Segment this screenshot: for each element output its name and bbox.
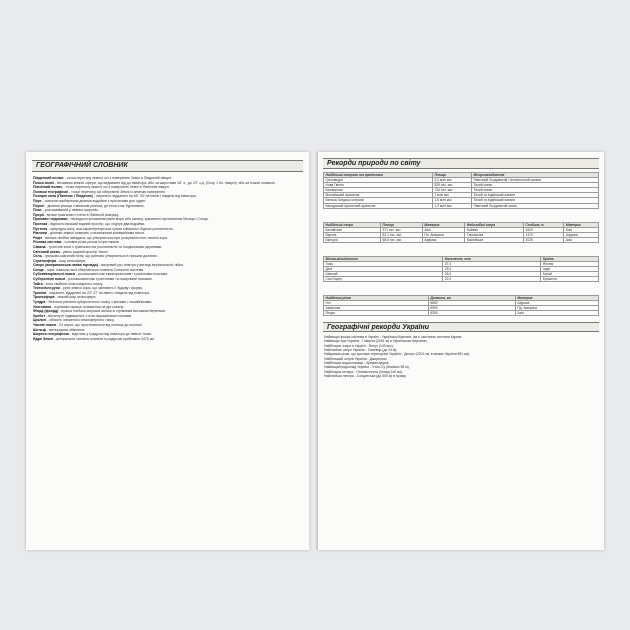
table-cell: Шанхай [324,272,443,277]
ukraine-records-body [324,335,598,378]
table-cell: Канадський Арктичний архіпелаг [324,203,433,208]
dictionary-definition: - порівняно вузьке пониження на дні океану. [51,304,124,309]
table-cell: 6300 [428,311,515,316]
dictionary-definition: - розташовані між тропічними та помірними поясами. [65,277,153,282]
table-cell: Північний Льодовитий океан [472,203,599,208]
islands-table [323,172,599,209]
dictionary-term: Рифт [33,235,43,240]
dictionary-definition: - великими земної сфери, що видовжені від до екватора, або за широтами 16° з., до 23° з.д. (Сезу, 1 бо. півкулі), або за іншою ознакою. [54,180,276,185]
dictionary-definition: - рухи земної кори, що змінюють її будову і форму. [59,286,143,291]
dictionary-title: ГЕОГРАФІЧНИЙ СЛОВНИК [32,160,303,172]
table-cell: 6852 [428,301,515,306]
table-cell: Амазонка [324,306,429,311]
dictionary-term: Рівнини [33,231,47,236]
dictionary-term: Тундра [33,300,46,305]
dictionary-term: Ядро Землі [33,336,53,341]
dictionary-definition: - точки перетину осі обертання Землі із земною поверхнею. [68,189,166,194]
table-cell: 6992 [428,306,515,311]
dictionary-definition: - паралелі, віддалені на 23° 27' на північ і південь від екватора. [46,290,150,295]
dictionary-term: Тайга [33,281,43,286]
table-header-cell: Місцезнаходження [472,173,599,178]
table-cell: 22,0 [443,277,541,282]
dictionary-term: Порогі [33,203,45,208]
dictionary-term: Циклон [33,318,46,323]
ukraine-record-paragraph: Найглибша печера - Солдатська (до 500 м) в Криму. [324,374,407,379]
rivers-table [323,295,599,316]
dictionary-definition: - розташований у певних широтах. [41,208,99,213]
table-cell: Токіо [324,262,443,267]
ukraine-record-paragraph: Найглибше озеро України - Синевир (до 24 м). [324,348,398,353]
dictionary-term: Субтропічні пояси [33,277,66,282]
dictionary-term: Смерч (американська назва торнадо) [33,263,99,268]
table-cell: Японія [541,262,599,267]
table-header-cell: Найбільші озера [324,223,381,228]
ukraine-record-paragraph: Найдовша річка, що протікає територією України - Дніпро (2201 км, в межах України 981 км). [324,352,471,357]
table-cell: Тихий та Індійський океани [472,198,599,203]
table-header-cell: Найбільші острови та архіпелаги [324,173,433,178]
dictionary-definition: - відстань у градусах від екватора до певної точки. [68,332,152,337]
table-cell: 2 млн км² [432,193,471,198]
dictionary-term: Пояси земні [33,180,54,185]
dictionary-definition: - паралелі, віддалені на 66° 33' на північ і південь від екватора. [92,194,197,199]
table-cell: Сан-Паулу [324,277,443,282]
table-header-cell: Населення, млн [443,257,541,262]
table-header-cell: Материк [515,296,598,301]
dictionary-term: Пояс [33,208,42,213]
dictionary-definition: - тропічна зона з трав'янистою рослинністю та поодинокими деревами. [45,244,163,249]
dictionary-definition: - точка перетину земної осі з поверхнею Землі в Південній півкулі. [63,176,173,180]
table-row [324,311,599,316]
table-cell: 1025 [524,238,564,243]
dictionary-definition: - вузька глибока морська затока зі стрімкими високими берегами. [58,309,166,314]
table-cell: Пд. Америка [515,306,598,311]
dictionary-term: Тектонічні рухи [33,286,60,291]
table-cell: 26,3 [443,272,541,277]
dictionary-term: Фіорд (фьорд) [33,309,59,314]
table-cell: Африка [564,233,599,238]
table-cell: Каспійське [465,238,524,243]
dictionary-term: Сонце [33,267,44,272]
table-cell: Азія [515,311,598,316]
right-page [318,152,604,550]
dictionary-entry [33,337,303,342]
lakes-table [323,222,599,243]
table-header-cell: Міста-мільйонники [324,257,443,262]
dictionary-term: Порт [33,198,42,203]
ukraine-record-paragraph: Найвища гірська система в Україні - Українські Карпати, які є частиною системи Карпат. [324,335,463,339]
book-gutter [309,152,318,550]
table-cell: Індія [541,267,599,272]
table-cell: Танганьїка [465,233,524,238]
table-cell: Азія [564,228,599,233]
dictionary-definition: - великі трав'янисті степи в Північній Америці. [43,212,120,217]
table-header-cell: Материк [564,223,599,228]
dictionary-definition: - увесь водний простір Землі. [59,249,109,254]
table-cell: Каспійське [324,228,381,233]
dictionary-term: Світовий океан [33,249,60,254]
world-records-title: Рекорди природи по світу [323,158,599,169]
ukraine-record-paragraph: Найбільша печера - Оптимістична (понад 240 км). [324,369,403,374]
dictionary-term: Тропосфера [33,295,55,300]
dictionary-definition: - природна зона, яка характеризується сухим кліматом і бідною рослинністю. [47,226,174,231]
ukraine-record-paragraph: Найбільший острів України - Джарилгач. [324,356,388,361]
dictionary-term: Протока [33,221,48,226]
dictionary-definition: - освоєна прибережна ділянка водойми з причалами для суден. [41,198,147,203]
dictionary-term: Часові пояси [33,323,56,327]
dictionary-definition: - зоря, навколо якої обертаються планети Сонячної системи. [43,267,145,272]
table-cell: 82,1 тис. км² [380,233,422,238]
dictionary-term: Полярні кола (Північне і Південне) [33,194,93,199]
dictionary-term: Улоговина [33,304,52,309]
dictionary-definition: - розташовані між екваторіальним і тропічними поясами. [75,272,169,277]
table-cell: Африка [515,301,598,306]
ukraine-record-paragraph: Найбільше водосховище - Кременчуцьке. [324,361,390,366]
left-page [26,152,309,550]
dictionary-definition: - відносно вузький водний простір, що з'єднує два водойми. [47,221,146,226]
dictionary-term: Південний полюс [33,176,64,180]
dictionary-term: Субекваторіальні пояси [33,272,76,277]
table-cell: Азія [422,228,465,233]
ukraine-record-paragraph: Найвища гора України - Говерла (2061 м) в Українських Карпатах. [324,339,428,344]
table-cell: Малайський архіпелаг [324,193,433,198]
table-row [324,203,599,208]
table-cell: Велика Зондські острови [324,198,433,203]
table-header-cell: Найглибші озера [465,223,524,228]
dictionary-term: Шельф [33,327,46,332]
table-header-cell: Довжина, км [428,296,515,301]
ukraine-record-paragraph: Найбільше озеро в Україні - Ялпуг (149 км²). [324,343,394,348]
table-cell: Китай [541,272,599,277]
table-cell: 1620 [524,228,564,233]
table-cell: Вікторія [324,238,381,243]
table-cell: Пн. Америка [422,233,465,238]
table-cell: Янцзи [324,311,429,316]
table-cell: Азія [564,238,599,243]
dictionary-definition: - велика лінійна западина, що утворюється при розсуванні плит земної кори. [42,235,169,240]
table-cell: Північний Льодовитий і Атлантичний океани [472,178,599,183]
table-cell: Тихий океан [472,188,599,193]
dictionary-term: Пустеля [33,226,48,231]
table-cell: 1,3 млн км² [432,203,471,208]
dictionary-definition: - вихровий рух повітря у вигляді вертикальної лійки. [98,263,184,268]
table-row [324,277,599,282]
dictionary-definition: - безлісна рівнина субарктичного поясу з мохами і лишайниками. [45,300,153,305]
table-cell: 68,8 тис. км² [380,238,422,243]
dictionary-definition: - грязьово-кам'яний потік, що раптово утворюється в гірських долинах. [41,254,158,259]
table-cell: Ніл [324,301,429,306]
dictionary-definition: - 24 смуги, що простягаються від полюса до полюса. [55,323,143,327]
table-header-cell: Материк [422,223,465,228]
table-cell: Байкал [465,228,524,233]
table-cell: 734 тис. км² [432,188,471,193]
table-cell: 829 тис. км² [432,183,471,188]
dictionary-term: Савана [33,244,46,249]
table-header-cell: Площа [380,223,422,228]
table-cell: 29,4 [443,267,541,272]
ukraine-record-paragraph: Найвищий водоспад України - Учан-Су (близько 98 м). [324,365,410,370]
dictionary-definition: - періодичні коливання рівня моря або океану, зумовлені притяганням Місяця і Сонця. [67,217,209,222]
dictionary-definition: - нижній шар атмосфери. [54,295,97,300]
table-cell: Тихий та Індійський океани [472,193,599,198]
dictionary-term: Хребет [33,313,46,318]
dictionary-definition: - точка перетину земної осі з поверхнею Землі в Північній півкулі. [62,185,170,190]
table-cell: 1,5 млн км² [432,198,471,203]
dictionary-definition: - материкова обмілина. [45,327,85,332]
table-cell: Делі [324,267,443,272]
dictionary-body [33,176,303,341]
table-cell: Бразилія [541,277,599,282]
table-cell: Нова Гвінея [324,183,433,188]
dictionary-term: Полюси географічні [33,189,69,194]
dictionary-term: Сель [33,254,42,259]
table-cell: Гренландія [324,178,433,183]
table-cell: 2,2 млн км² [432,178,471,183]
dictionary-term: Північний полюс [33,185,63,190]
table-cell: 1470 [524,233,564,238]
table-header-cell: Країна [541,257,599,262]
table-row [324,238,599,243]
dictionary-term: Приливи і відпливи [33,217,68,222]
dictionary-term: Стратосфера [33,258,57,263]
table-header-cell: Глибина, м [524,223,564,228]
dictionary-definition: - шар атмосфери. [56,258,87,263]
table-header-cell: Площа [432,173,471,178]
dictionary-definition: - витягнуте підвищення з чітко вираженими схилами. [45,313,133,318]
cities-table [323,256,599,282]
table-cell: 37,4 [443,262,541,267]
table-cell: Калімантан [324,188,433,193]
dictionary-term: Широта географічна [33,332,69,337]
dictionary-definition: - ділянки земної поверхні з незначними коливаннями висот. [47,231,145,236]
dictionary-definition: - область зниженого атмосферного тиску. [45,318,115,323]
table-header-cell: Найдовші річки [324,296,429,301]
dictionary-definition: - центральна частина планети із радіусом приблизно 3470 км. [52,336,155,341]
dictionary-definition: - зона хвойних лісів помірного поясу. [42,281,104,286]
dictionary-definition: - головна річка разом із притоками. [61,240,120,245]
table-cell: Верхнє [324,233,381,238]
ukraine-records-title: Географічні рекорди України [323,322,599,332]
table-cell: 371 тис. км² [380,228,422,233]
table-cell: Африка [422,238,465,243]
dictionary-definition: - ділянка річища з великим ухилом, де течія стає бурхливою. [44,203,145,208]
table-cell: Тихий океан [472,183,599,188]
dictionary-term: Тропіки [33,290,47,295]
dictionary-term: Прерії [33,212,44,217]
dictionary-term: Річкова система [33,240,62,245]
